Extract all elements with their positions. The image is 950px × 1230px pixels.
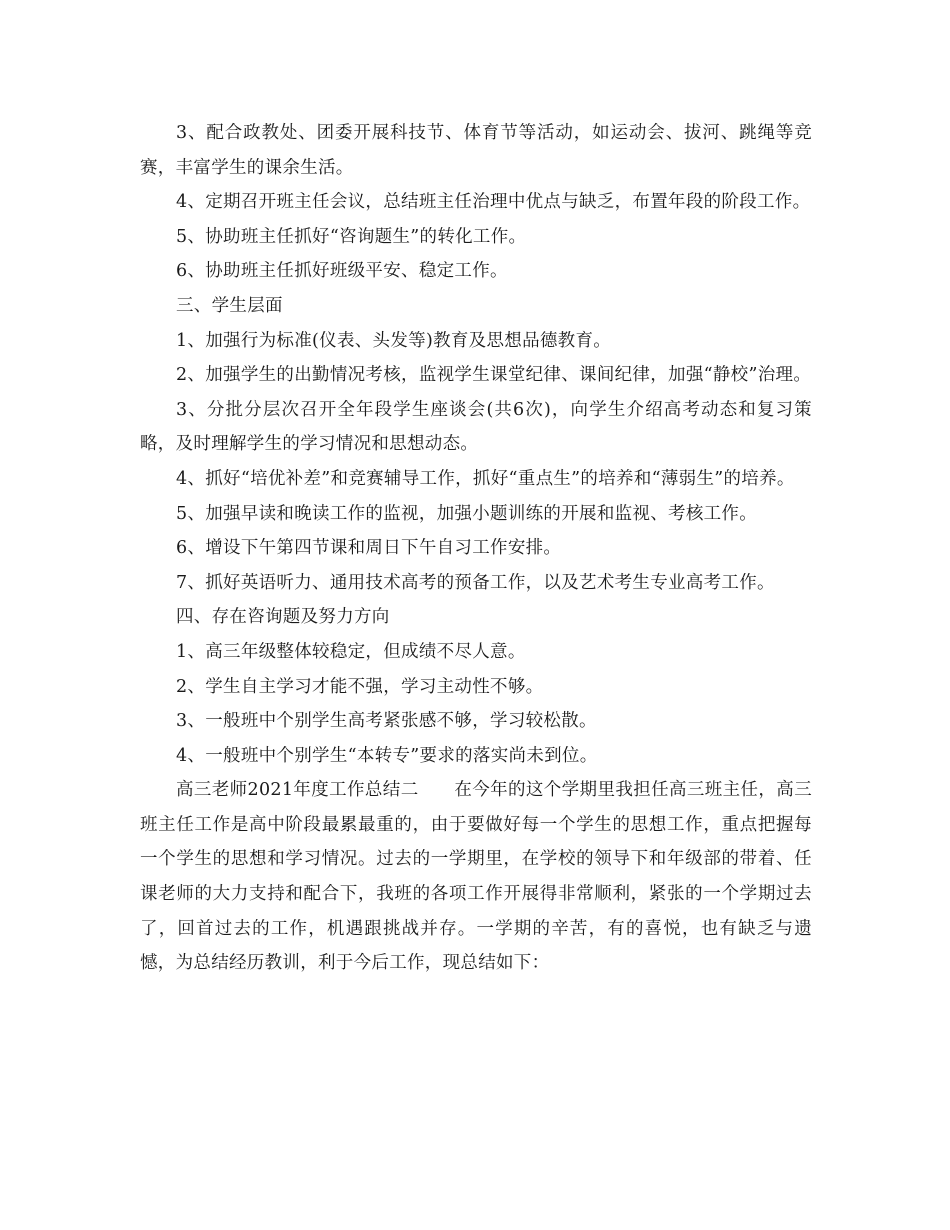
paragraph: 7、抓好英语听力、通用技术高考的预备工作，以及艺术考生专业高考工作。 — [176, 572, 775, 593]
paragraph: 1、加强行为标准(仪表、头发等)教育及思想品德教育。 — [176, 330, 612, 351]
paragraph: 1、高三年级整体较稳定，但成绩不尽人意。 — [176, 641, 526, 662]
paragraph: 2、加强学生的出勤情况考核，监视学生课堂纪律、课间纪律，加强“静校”治理。 — [176, 365, 812, 386]
paragraph: 4、抓好“培优补差”和竞赛辅导工作，抓好“重点生”的培养和“薄弱生”的培养。 — [176, 468, 795, 489]
paragraph: 高三老师2021年度工作总结二 在今年的这个学期里我担任高三班主任，高三班主任工作是高中阶段最累最重的，由于要做好每一个学生的思想工作，重点把握每一个学生的思想和学习情况。过去的一学期里，在学校的领导下和年级部的带着、任课老师的大力支持和配合下，我班的各项工作开展得非常顺利，紧张的一个学期过去了，回首过去的工作，机遇跟挑战并存。一学期的辛苦，有的喜悦，也有缺乏与遗憾，为总结经历教训，利于今后工作，现总结如下： — [140, 780, 812, 974]
paragraph: 3、一般班中个别学生高考紧张感不够，学习较松散。 — [176, 711, 597, 732]
section-heading: 三、学生层面 — [176, 295, 283, 316]
paragraph: 4、定期召开班主任会议，总结班主任治理中优点与缺乏，布置年段的阶段工作。 — [176, 192, 811, 213]
section-heading: 四、存在咨询题及努力方向 — [176, 607, 390, 628]
paragraph: 2、学生自主学习才能不强，学习主动性不够。 — [176, 676, 544, 697]
paragraph: 4、一般班中个别学生“本转专”要求的落实尚未到位。 — [176, 745, 598, 766]
paragraph: 5、协助班主任抓好“咨询题生”的转化工作。 — [176, 226, 527, 247]
paragraph: 6、协助班主任抓好班级平安、稳定工作。 — [176, 261, 508, 282]
paragraph: 3、分批分层次召开全年段学生座谈会(共6次)，向学生介绍高考动态和复习策略，及时理解学生的学习情况和思想动态。 — [140, 399, 812, 455]
paragraph: 6、增设下午第四节课和周日下午自习工作安排。 — [176, 538, 562, 559]
paragraph: 3、配合政教处、团委开展科技节、体育节等活动，如运动会、拔河、跳绳等竞赛，丰富学生的课余生活。 — [140, 123, 812, 178]
document-body — [140, 116, 812, 981]
paragraph: 5、加强早读和晚读工作的监视，加强小题训练的开展和监视、考核工作。 — [176, 503, 758, 524]
